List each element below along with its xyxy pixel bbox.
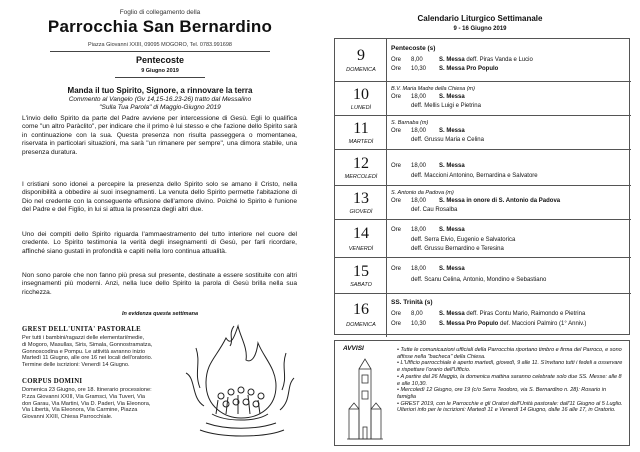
mass-title: S. Messa bbox=[439, 163, 465, 169]
day-name: SABATO bbox=[350, 282, 372, 288]
article-heading: Manda il tuo Spirito, Signore, a rinnovare la terra bbox=[67, 86, 253, 95]
day-number: 11 bbox=[353, 120, 369, 137]
day-name: MARTEDÌ bbox=[348, 139, 374, 145]
mass-intention: deff. Piras Vanda e Lucio bbox=[466, 57, 533, 63]
avvisi-label: AVVISI bbox=[343, 345, 364, 352]
calendar-day-row bbox=[335, 257, 631, 293]
article-paragraph: Non sono parole che non fanno più presa sul presente, destinate a essere sostituite con altri insegnamenti più moderni. Anzi, nella luce dello Spirito la parola di Gesù brilla nella sua ricchezza. bbox=[22, 272, 297, 296]
calendar-day-row bbox=[335, 81, 631, 115]
day-number: 15 bbox=[353, 263, 369, 280]
box-text bbox=[22, 335, 172, 369]
day-number: 12 bbox=[353, 155, 369, 172]
mass-label: Ore bbox=[391, 66, 402, 72]
parish-title: Parrocchia San Bernardino bbox=[47, 17, 273, 36]
mass-time: 18,00 bbox=[411, 128, 427, 134]
mass-line bbox=[391, 198, 560, 204]
mass-time: 18,00 bbox=[411, 198, 427, 204]
mass-line bbox=[391, 266, 465, 272]
calendar-day-row bbox=[335, 39, 631, 81]
mass-label: Ore bbox=[391, 311, 402, 317]
mass-label: Ore bbox=[391, 163, 402, 169]
day-feast: B.V. Maria Madre della Chiesa (m) bbox=[391, 86, 475, 92]
calendar-day-row bbox=[335, 115, 631, 149]
box-line: don Garau, Via Martini, Via D. Paderi, Via Eleonora, bbox=[22, 400, 151, 407]
box-line: Via Libertà, Via Eleonora, Via Carmine, Piazza bbox=[22, 407, 138, 414]
mass-line bbox=[391, 321, 586, 327]
mass-time: 8,00 bbox=[411, 311, 423, 317]
day-name: DOMENICA bbox=[346, 67, 376, 73]
calendar-day-row bbox=[335, 219, 631, 257]
box-line: Domenica 23 Giugno, ore 18. Itinerario processione: bbox=[22, 387, 152, 393]
mass-time: 8,00 bbox=[411, 57, 423, 63]
divider bbox=[115, 77, 205, 78]
grest-box bbox=[22, 326, 172, 369]
calendar-title: Calendario Liturgico Settimanale bbox=[417, 14, 543, 23]
article-subheading: Commento al Vangelo (Gv 14,15-16.23-26) tratto dal Messalino bbox=[68, 96, 252, 103]
mass-label: Ore bbox=[391, 266, 402, 272]
day-name: VENERDÌ bbox=[348, 246, 374, 252]
day-number: 14 bbox=[353, 225, 369, 242]
mass-title: S. Messa bbox=[439, 311, 465, 317]
calendar-day-row bbox=[335, 185, 631, 219]
article-subheading: "Sulla Tua Parola" di Maggio-Giugno 2019 bbox=[99, 104, 221, 111]
mass-line bbox=[391, 163, 465, 169]
mass-line bbox=[391, 66, 498, 72]
avvisi-item-text: A partire dal 26 Maggio, la domenica mattina saranno celebrate solo due SS. Messe: alle 8 e alle 10,30. bbox=[397, 373, 622, 387]
calendar-grid bbox=[334, 38, 630, 335]
avvisi-item-text: L'Ufficio parrocchiale è aperto martedì, giovedì, 9 alle 11. S'invitano tutti i fedeli a osservare e rispettare l'orario dell'Ufficio. bbox=[397, 360, 623, 374]
mass-time: 10,30 bbox=[411, 321, 427, 327]
avvisi-box bbox=[334, 340, 630, 446]
box-line: Per tutti i bambini/ragazzi delle elementari/medie, bbox=[22, 335, 145, 341]
box-line: di Mogoro, Masullas, Siris, Simala, Gonnostramatza, bbox=[22, 341, 153, 348]
mass-time: 18,00 bbox=[411, 227, 427, 233]
mass-intention: def. Maccioni Palmiro (1° Anniv.) bbox=[500, 321, 587, 327]
avvisi-item: • GREST 2019, con le Parrocchie e gli Oratori dell'Unità pastorale: dall'11 Giugno al 5 Luglio. Ulteriori info per le iscrizioni: Martedì 11 e Venerdì 14 Giugno, dalle 16 alle 17, in Oratorio. bbox=[397, 400, 623, 414]
parish-address: Piazza Giovanni XXIII, 09095 MOGORO, Tel. 0783.991698 bbox=[88, 42, 232, 48]
avvisi-list bbox=[397, 347, 625, 414]
mass-title: S. Messa bbox=[439, 128, 465, 134]
mass-label: Ore bbox=[391, 94, 402, 100]
day-name: DOMENICA bbox=[346, 322, 376, 328]
mass-line bbox=[391, 227, 465, 233]
mass-intention: deff. Grussu Maria e Celina bbox=[411, 137, 484, 143]
mass-line bbox=[391, 57, 533, 63]
mass-label: Ore bbox=[391, 321, 402, 327]
avvisi-item-text: Tutte le comunicazioni ufficiali della Parrocchia riportano timbro e firma del Parroco, e sono affisse nella "bacheca" della Chiesa. bbox=[397, 347, 622, 360]
mass-intention: deff. Maccioni Antonino, Bernardina e Salvatore bbox=[411, 173, 538, 179]
right-page bbox=[320, 0, 640, 452]
avvisi-item: • A partire dal 26 Maggio, la domenica mattina saranno celebrate solo due SS. Messe: alle 8 e alle 10,30. bbox=[397, 373, 622, 387]
avvisi-item-text: GREST 2019, con le Parrocchie e gli Oratori dell'Unità pastorale: dall'11 Giugno al 5 Luglio. Ulteriori info per le iscrizioni: Martedì 11 e Venerdì 14 Giugno, dalle 16 alle 17, in Oratorio. bbox=[397, 400, 623, 414]
box-line: Termine delle iscrizioni: Venerdì 14 Giugno. bbox=[22, 362, 130, 369]
day-name: LUNEDÌ bbox=[350, 105, 372, 111]
box-title: GREST DELL'UNITA' PASTORALE bbox=[22, 326, 142, 333]
mass-intention: deff. Grussu Bernardino e Teresina bbox=[411, 246, 504, 252]
day-number: 16 bbox=[353, 301, 369, 318]
mass-time: 10,30 bbox=[411, 66, 427, 72]
avvisi-item-text: Mercoledì 12 Giugno, ore 19 (c/o Serra Teodoro, via S. Bernardino n. 28): Rosario in famiglia bbox=[397, 387, 607, 400]
day-feast: S. Antonio da Padova (m) bbox=[391, 190, 454, 196]
mass-intention: deff. Scanu Celina, Antonio, Mondino e Sebastiano bbox=[411, 277, 547, 283]
day-feast: SS. Trinità (s) bbox=[391, 299, 433, 306]
divider bbox=[50, 51, 270, 52]
mass-label: Ore bbox=[391, 128, 402, 134]
feast-date: 9 Giugno 2019 bbox=[141, 68, 179, 74]
church-illustration bbox=[347, 357, 383, 443]
mass-title: S. Messa in onore di S. Antonio da Padova bbox=[439, 198, 561, 204]
calendar-day-row bbox=[335, 149, 631, 185]
article-paragraph: L'invio dello Spirito da parte del Padre avviene per intercessione di Gesù. Egli lo qualifica come "un altro Paràclito", per indicare che il primo è lui stesso e che l'azione dello Spirito sarà in continuazione con la sua. Questa presenza non risulta passeggera o momentanea, riservata in particolari situazioni, ma sarà "un rimanere per sempre", una dimora stabile, una presenza duratura. bbox=[22, 115, 297, 156]
box-line: Giovanni XXIII, Chiesa Parrocchiale. bbox=[22, 414, 113, 421]
article-paragraph: I cristiani sono idonei a percepire la presenza dello Spirito solo se amano il Cristo, nella disponibilità a obbedire ai suoi insegnamenti. La venuta dello Spirito permette l'abitazione di Dio nel credente con la conseguente effusione dell'amore divino. Poiché lo Spirito è l'unione del Padre e del Figlio, in lui si attua la presenza degli altri due. bbox=[22, 181, 297, 214]
mass-time: 18,00 bbox=[411, 266, 427, 272]
avvisi-item: • Mercoledì 12 Giugno, ore 19 (c/o Serra Teodoro, via S. Bernardino n. 28): Rosario in famiglia bbox=[397, 387, 607, 400]
article-paragraph: Uno dei compiti dello Spirito riguarda l'ammaestramento del tutto interiore nel cuore del credente. Lo Spirito testimonia la verità degli insegnamenti di Gesù, per farli ricordare, affinché siano gustati in profondità e capiti nella loro continua attualità. bbox=[22, 231, 297, 255]
calendar-day-row bbox=[335, 293, 631, 336]
box-line: Gonnoscodina e Pompu. Le attività avranno inizio bbox=[22, 348, 146, 355]
header-supertitle: Foglio di collegamento della bbox=[119, 9, 201, 16]
mass-label: Ore bbox=[391, 198, 402, 204]
mass-time: 18,00 bbox=[411, 94, 427, 100]
mass-line bbox=[391, 128, 465, 134]
avvisi-item: • Tutte le comunicazioni ufficiali della Parrocchia riportano timbro e firma del Parroco, e sono affisse nella "bacheca" della Chiesa. bbox=[397, 347, 622, 360]
day-number: 10 bbox=[353, 86, 369, 103]
mass-intention: deff. Serra Elvio, Eugenio e Salvatorica bbox=[411, 237, 516, 243]
mass-intention: deff. Mellis Luigi e Pietrina bbox=[411, 103, 481, 109]
mass-time: 18,00 bbox=[411, 163, 427, 169]
day-name: GIOVEDÌ bbox=[349, 209, 373, 215]
corpus-domini-box bbox=[22, 378, 172, 421]
mass-intention: def. Cau Rosalba bbox=[411, 207, 458, 213]
day-name: MERCOLEDÌ bbox=[344, 174, 378, 180]
mass-label: Ore bbox=[391, 227, 402, 233]
mass-title: S. Messa Pro Populo bbox=[439, 66, 499, 72]
day-number: 13 bbox=[353, 190, 369, 207]
box-title: CORPUS DOMINI bbox=[22, 378, 83, 385]
mass-intention: deff. Piras Contu Mario, Raimondo e Pietrina bbox=[466, 311, 586, 317]
mass-title: S. Messa bbox=[439, 57, 465, 63]
feast-name: Pentecoste bbox=[135, 55, 185, 65]
mass-title: S. Messa bbox=[439, 227, 465, 233]
day-number: 9 bbox=[357, 47, 365, 64]
mass-title: S. Messa bbox=[439, 94, 465, 100]
mass-title: S. Messa bbox=[439, 266, 465, 272]
mass-label: Ore bbox=[391, 57, 402, 63]
box-line: Martedì 11 Giugno, alle ore 16 nei locali dell'oratorio. bbox=[22, 355, 153, 362]
day-feast: Pentecoste (s) bbox=[391, 45, 436, 52]
day-feast: S. Barnaba (m) bbox=[391, 120, 429, 126]
pentecost-flame-illustration bbox=[176, 318, 306, 448]
mass-line bbox=[391, 311, 585, 317]
calendar-range: 9 - 16 Giugno 2019 bbox=[453, 26, 507, 32]
mass-line bbox=[391, 94, 465, 100]
avvisi-item: • L'Ufficio parrocchiale è aperto martedì, giovedì, 9 alle 11. S'invitano tutti i fedeli a osservare e rispettare l'orario dell'Ufficio. bbox=[397, 360, 623, 374]
highlights-label: In evidenza questa settimana bbox=[121, 311, 199, 317]
box-text bbox=[22, 387, 172, 421]
box-line: P.zza Giovanni XXIII, Via Gramsci, Via Tuveri, Via bbox=[22, 393, 146, 400]
mass-title: S. Messa Pro Populo bbox=[439, 321, 499, 327]
